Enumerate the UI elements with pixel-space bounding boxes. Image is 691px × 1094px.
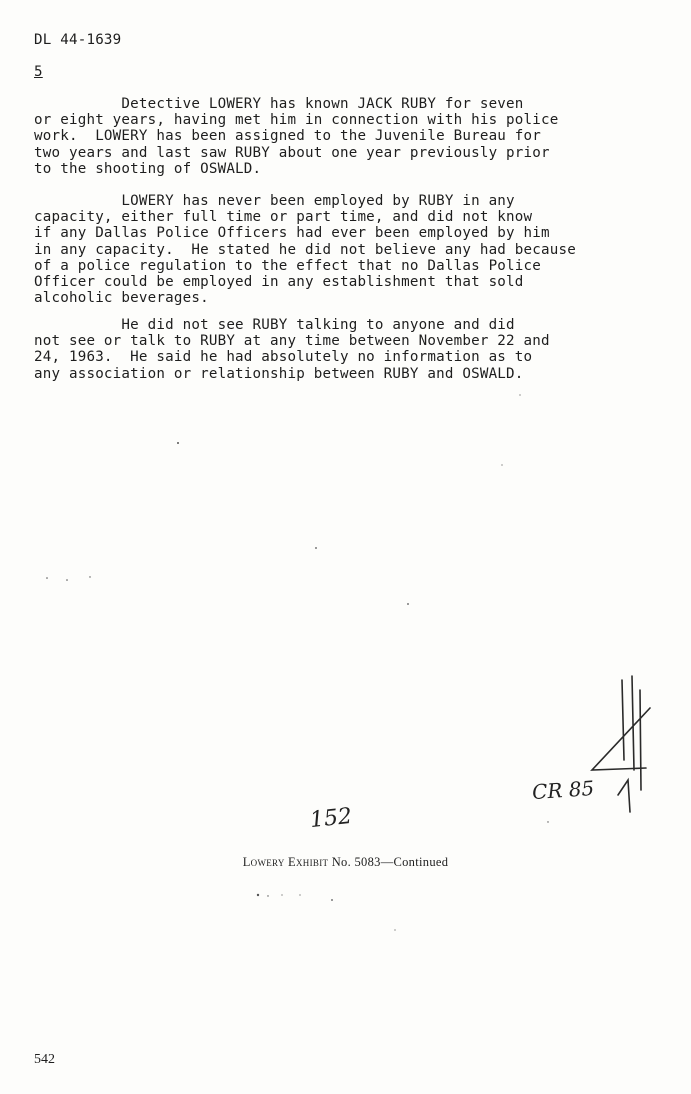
- paragraph-line: He did not see RUBY talking to anyone and did: [34, 317, 515, 333]
- exhibit-no-label: No.: [331, 855, 352, 869]
- file-number: DL 44-1639: [34, 32, 122, 48]
- paragraph-line: not see or talk to RUBY at any time between November 22 and: [34, 333, 550, 350]
- handwritten-page-number: 152: [308, 803, 354, 834]
- exhibit-name: Lowery Exhibit: [242, 855, 329, 869]
- paragraph-line: Officer could be employed in any establishment that sold: [34, 274, 524, 291]
- paragraph-line: of a police regulation to the effect that no Dallas Police: [34, 257, 542, 274]
- exhibit-number: 5083: [354, 855, 381, 869]
- paragraph-line: if any Dallas Police Officers had ever been employed by him: [34, 225, 550, 242]
- paragraph-1: [34, 96, 634, 177]
- paragraph-line: any association or relationship between RUBY and OSWALD.: [34, 365, 524, 382]
- paragraph-line: LOWERY has never been employed by RUBY in any: [34, 193, 515, 209]
- paragraph-line: capacity, either full time or part time, and did not know: [34, 209, 533, 226]
- paragraph-line: alcoholic beverages.: [34, 290, 209, 307]
- paragraph-line: to the shooting of OSWALD.: [34, 160, 262, 177]
- paragraph-line: work. LOWERY has been assigned to the Juvenile Bureau for: [34, 128, 542, 145]
- exhibit-suffix: —Continued: [380, 855, 449, 869]
- paragraph-line: or eight years, having met him in connection with his police: [34, 112, 559, 129]
- paragraph-line: 24, 1963. He said he had absolutely no information as to: [34, 349, 533, 366]
- scan-specks: [46, 394, 549, 930]
- paragraph-line: in any capacity. He stated he did not believe any had because: [34, 241, 576, 258]
- page-number: 5: [34, 64, 43, 80]
- book-page-number: 542: [34, 1052, 55, 1067]
- handwritten-initials: CR 85: [531, 775, 595, 805]
- paragraph-3: [34, 317, 634, 382]
- paragraph-line: two years and last saw RUBY about one year previously prior: [34, 144, 550, 161]
- paragraph-2: [34, 193, 634, 306]
- paragraph-line: Detective LOWERY has known JACK RUBY for seven: [34, 96, 524, 112]
- exhibit-caption: [0, 855, 691, 870]
- handwritten-4-mark: [592, 676, 650, 812]
